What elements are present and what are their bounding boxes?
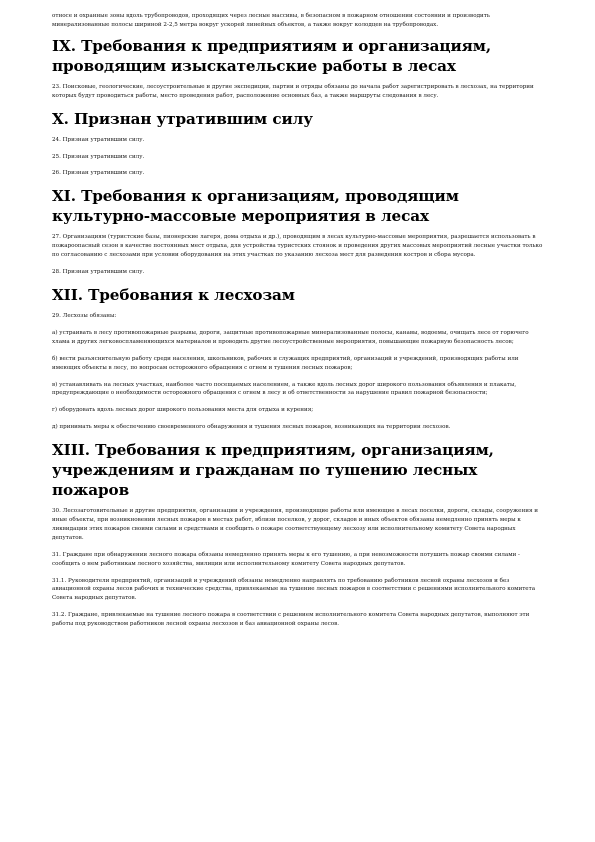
paragraph-23: 23. Поисковые, геологические, лесоустроительные и другие экспедиции, партии и отряды обязаны до начала работ зарегистрировать в лесхозах, на территории которых будут проводиться работы, место проведения работ, расположение основных баз, а также маршруты следования в лесу. — [52, 83, 534, 99]
paragraph-30: 30. Лесозаготовительные и другие предприятия, организации и учреждения, производящие работы или имеющие в лесах поселки, дороги, склады, сооружения и иные объекты, при возникновении лесных пожаров в местах работ, вблизи поселков, у дорог, складов и иных объектов обязаны немедленно принять меры к ликвидации этих пожаров своими силами и средствами и сообщить о пожаре соответствующему лесхозу или исполнительному комитету Совета народных депутатов. — [52, 508, 538, 541]
section-heading-ix: IX. Требования к предприятиям и организациям, проводящим изыскательские работы в лесах — [52, 36, 492, 75]
paragraph-29-d: д) принимать меры к обеспечению своевременного обнаружения и тушения лесных пожаров, возникающих на территории лесхозов. — [52, 424, 451, 431]
paragraph-31-2: 31.2. Граждане, привлекаемые на тушение лесного пожара в соответствии с решением исполнительного комитета Совета народных депутатов, выполняют эти работы под руководством работников лесной охраны лесхозов и баз авиационной охраны лесов. — [52, 612, 530, 628]
section-heading-x: X. Признан утратившим силу — [52, 109, 313, 128]
paragraph-25: 25. Признан утратившим силу. — [52, 153, 145, 160]
paragraph-29: 29. Лесхозы обязаны: — [52, 312, 117, 319]
paragraph-28: 28. Признан утратившим силу. — [52, 269, 145, 276]
document-page — [52, 12, 548, 637]
section-heading-xi: XI. Требования к организациям, проводящим культурно-массовые мероприятия в лесах — [52, 187, 459, 226]
paragraph-24: 24. Признан утратившим силу. — [52, 136, 145, 143]
paragraph-29-v: в) устанавливать на лесных участках, наиболее часто посещаемых населением, а также вдоль лесных дорог широкого пользования объявления и плакаты, предупреждающие о необходимости осторожного обращения с огнем в лесу и об ответственности за нарушение правил пожарной безопасности; — [52, 381, 517, 397]
section-heading-xiii: XIII. Требования к предприятиям, организациям, учреждениям и гражданам по тушению лесных пожаров — [52, 441, 494, 500]
paragraph-31-1: 31.1. Руководители предприятий, организаций и учреждений обязаны немедленно направлять по требованию работников лесной охраны лесхозов и без авиационной охраны лесов рабочих и технические средства, привлекаемые на тушение лесных пожаров в соответствии с решениями исполнительного комитета Совета народных депутатов. — [52, 577, 536, 602]
paragraph-26: 26. Признан утратившим силу. — [52, 170, 145, 177]
intro-paragraph: относе и охранные зоны вдоль трубопроводов, проходящих через лесные массивы, в безопасном в пожарном отношении состоянии и производить минерализованные полосы шириной 2-2,5 метра вокруг ускорей линейных объектов, а также вокруг колодцев на трубопроводах. — [52, 13, 490, 28]
section-heading-xii: XII. Требования к лесхозам — [52, 285, 295, 304]
paragraph-31: 31. Граждане при обнаружении лесного пожара обязаны немедленно принять меры к его тушению, а при невозможности потушить пожар своими силами - сообщить о нем работникам лесного хозяйства, милиции или исполнительному комитету Совета народных депутатов. — [52, 551, 520, 567]
paragraph-29-a: а) устраивать в лесу противопожарные разрывы, дороги, защитные противопожарные минерализованные полосы, канавы, водоемы, очищать лесе от горючего хлама и других легковоспламеняющихся материалов и проводить другие лесоустройственные мероприятия, повышающие пожарную безопасность лесов; — [52, 329, 529, 345]
paragraph-29-g: г) оборудовать вдоль лесных дорог широкого пользования места для отдыха и курения; — [52, 407, 314, 414]
paragraph-27: 27. Организациям (туристские базы, пионерские лагеря, дома отдыха и др.), проводящим в лесах культурно-массовые мероприятия, разрешается использовать в пожароопасный сезон в качестве постоянных мест отдыха, для устройства туристских стоянок и проведения других массовых мероприятий лесные участки только по согласованию с лесхозами при условии оборудования на этих участках по указанию лесхоза мест для разведения костров и сбора мусора. — [52, 234, 543, 259]
paragraph-29-b: б) вести разъяснительную работу среди населения, школьников, рабочих и служащих предприятий, организаций и учреждений, производящих работы или имеющих объекты в лесу, по вопросам осторожного обращения с огнем и тушения лесных пожаров; — [52, 355, 519, 371]
